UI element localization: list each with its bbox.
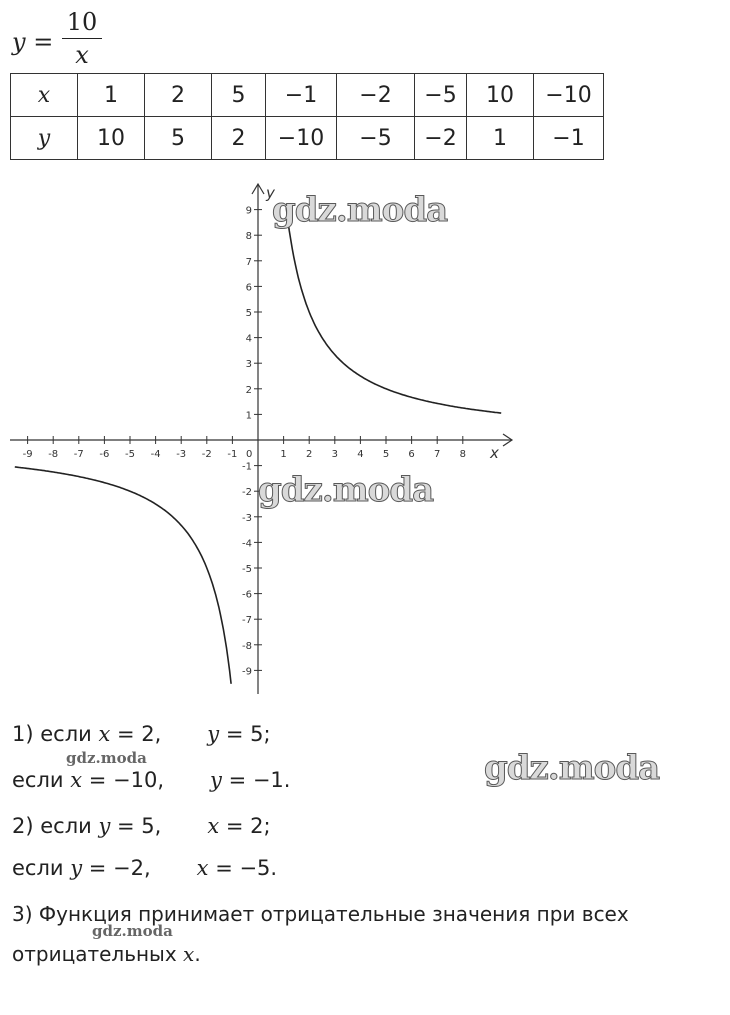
formula-numerator: 10 [66,8,98,36]
table-row-x [11,74,604,117]
y-tick-label: -9 [242,666,252,678]
hyperbola-graph [0,178,530,700]
answer-text: если [12,856,71,880]
y-tick-label: 3 [245,359,252,371]
watermark-logo: gdz.moda [92,922,173,940]
answer-value: = −10, [82,768,165,792]
x-tick-label: -5 [125,449,135,460]
x-tick-label: 6 [408,449,415,460]
y-tick-label: -7 [242,615,252,627]
y-tick-label: 1 [245,410,252,422]
table-cell: −2 [337,74,415,117]
y-tick-label: -2 [242,487,252,499]
watermark-logo: gdz.moda [258,470,434,510]
y-tick-label: 9 [245,205,252,217]
answer-line-3 [12,814,271,838]
x-tick-label: 1 [280,449,287,460]
table-cell: −1 [534,117,604,160]
x-tick-label: -3 [176,449,187,460]
answer-variable: y [207,722,220,746]
function-formula [12,8,132,72]
hyperbola-branch-negative [15,467,231,684]
answer-text: если [12,768,71,792]
answer-variable: x [98,722,111,746]
watermark-logo: gdz.moda [66,749,147,767]
table-header-y: y [11,117,78,160]
x-tick-label: -6 [99,449,110,460]
y-tick-label: 8 [245,231,252,243]
answer-line-5: 3) Функция принимает отрицательные значения при всех [12,902,629,926]
table-cell: 2 [212,117,266,160]
watermark-logo: gdz.moda [484,748,660,788]
y-tick-label: -5 [242,564,252,575]
y-tick-label: -8 [242,640,252,652]
formula-fraction [62,8,102,69]
y-tick-label: -1 [242,461,252,473]
y-tick-label: -3 [242,512,252,524]
table-cell: −2 [415,117,467,160]
x-tick-label: -2 [201,449,212,460]
x-tick-label: 5 [382,449,390,460]
y-tick-label: 2 [245,384,252,396]
table-cell: −10 [534,74,604,117]
answer-variable: x [196,856,209,880]
watermark-logo: gdz.moda [272,190,448,230]
table-cell: 1 [78,74,145,117]
formula-denominator: x [75,41,89,69]
answer-variable: x [207,814,220,838]
answer-text: 2) если [12,814,99,838]
answer-value: = 5, [110,814,162,838]
table-cell: −5 [337,117,415,160]
hyperbola-branch-positive [286,207,501,413]
y-tick-label: 7 [245,256,252,268]
values-table [10,73,604,160]
x-tick-label: -7 [73,449,84,460]
y-tick-label: 5 [245,308,252,319]
answer-line-1 [12,722,271,746]
answer-value: = 2, [110,722,162,746]
answer-text: отрицательных [12,942,184,966]
table-cell: −10 [266,117,337,160]
table-cell: 10 [78,117,145,160]
answer-text: 1) если [12,722,99,746]
answer-text: . [194,942,201,966]
table-cell: 1 [467,117,534,160]
answer-variable: x [70,768,83,792]
answer-variable: y [98,814,111,838]
x-tick-label: -1 [227,449,238,460]
origin-label: 0 [246,449,253,460]
table-row-y [11,117,604,160]
answer-variable: y [70,856,83,880]
answer-line-2 [12,768,290,792]
table-cell: −1 [266,74,337,117]
answer-variable: y [210,768,222,792]
x-tick-label: 4 [357,449,364,460]
table-cell: 5 [212,74,266,117]
answer-variable: x [183,942,195,966]
y-axis-label: y [266,184,275,202]
answer-value: = −5. [208,856,278,880]
y-tick-label: -6 [242,589,252,601]
y-tick-label: 4 [245,333,252,345]
x-tick-label: 8 [459,449,466,460]
x-tick-label: 7 [434,449,441,460]
y-tick-label: 6 [245,282,252,294]
table-cell: −5 [415,74,467,117]
formula-lhs: y = [12,28,54,56]
table-cell: 10 [467,74,534,117]
x-axis-label: x [490,444,499,462]
y-tick-label: -4 [242,538,252,550]
table-cell: 2 [145,74,212,117]
table-header-x: x [11,74,78,117]
answer-value: = 5; [219,722,271,746]
x-tick-label: -9 [22,449,33,460]
answer-line-4 [12,856,277,880]
x-tick-label: 3 [331,449,338,460]
fraction-bar [62,38,102,39]
answer-value: = 2; [219,814,271,838]
answer-line-6 [12,942,201,966]
x-tick-label: 2 [306,449,313,460]
x-tick-label: -4 [150,449,161,460]
answer-value: = −2, [82,856,151,880]
table-cell: 5 [145,117,212,160]
answer-value: = −1. [221,768,291,792]
x-tick-label: -8 [48,449,59,460]
